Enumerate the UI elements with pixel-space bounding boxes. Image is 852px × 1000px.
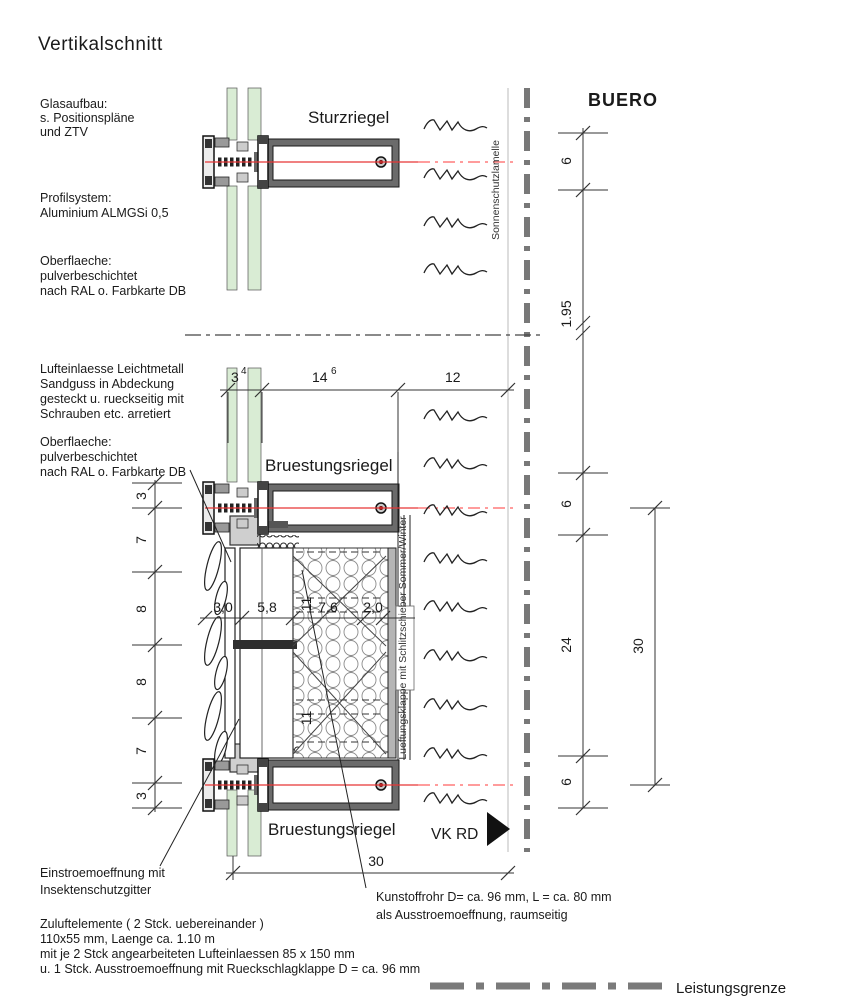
louver-mount-plate [225,548,235,758]
dim-sup: 6 [331,366,337,377]
note-line: als Ausstroemoeffnung, raumseitig [376,908,568,922]
glass-pane [227,186,237,290]
dim-label: 12 [445,369,461,385]
note-line: Lufteinlaesse Leichtmetall [40,362,184,376]
element-divider [233,640,297,649]
note-line: u. 1 Stck. Ausstroemoeffnung mit Rueckschlagklappe D = ca. 96 mm [40,962,421,976]
label-lueftungsklappe: Lueftungsklappe mit Schlitzschieber Sommer/Winter [397,516,409,760]
label-sturzriegel: Sturzriegel [308,108,390,127]
dim-label: 30 [368,853,384,869]
label-leistungsgrenze: Leistungsgrenze [676,980,787,997]
note-line: nach RAL o. Farbkarte DB [40,465,187,479]
note-line: Oberflaeche: [40,254,112,268]
glass-pane [227,88,237,140]
label-sonnenschutzlamelle: Sonnenschutzlamelle [490,140,502,240]
dim-label: 5,8 [257,599,277,615]
note-glasaufbau [40,97,135,139]
glass-pane [248,368,261,482]
dim-label: 3,0 [213,599,233,615]
dim-label: 24 [558,637,574,653]
vk-rd-arrow-icon [487,812,510,846]
note-line: Sandguss in Abdeckung [40,377,175,391]
note-line: und ZTV [40,125,88,139]
note-line: pulverbeschichtet [40,450,138,464]
dim-label: 7,6 [318,599,338,615]
note-line: Schrauben etc. arretiert [40,407,171,421]
note-profilsystem [40,191,169,220]
dim-label: 6 [558,778,574,786]
label-bruestungsriegel-bottom: Bruestungsriegel [268,820,396,839]
note-line: Oberflaeche: [40,435,112,449]
note-line: pulverbeschichtet [40,269,138,283]
dim-top-horizontal [220,383,515,452]
note-line: Zuluftelemente ( 2 Stck. uebereinander ) [40,917,264,931]
note-kunstoffrohr [376,890,612,922]
glass-pane [248,88,261,140]
coil-seal-upper [257,535,299,548]
dim-sup: 4 [241,366,247,377]
note-line: Aluminium ALMGSi 0,5 [40,206,169,220]
note-line: mit je 2 Stck angearbeiteten Lufteinlaessen 85 x 150 mm [40,947,355,961]
label-vk-rd: VK RD [431,826,479,843]
break-squiggles [424,120,487,804]
dim-insulation-thickness: 11 [298,596,314,612]
dim-label: 6 [558,157,574,165]
note-line: Profilsystem: [40,191,112,205]
dim-label: 2,0 [363,599,383,615]
dim-label: 7 [133,536,149,544]
dim-insulation-thickness: 11 [298,710,314,726]
note-einstroem [40,866,165,897]
note-line: s. Positionspläne [40,111,135,125]
dim-left-vertical [132,476,182,815]
glass-pane [248,186,261,290]
dim-label: 3 [133,792,149,800]
dim-label: 6 [558,500,574,508]
note-line: Kunstoffrohr D= ca. 96 mm, L = ca. 80 mm [376,890,612,904]
dim-label: 1.95 [558,300,574,328]
dim-label: 30 [630,638,646,654]
note-line: gesteckt u. rueckseitig mit [40,392,184,406]
air-chamber [240,548,293,758]
dim-label: 7 [133,747,149,755]
label-buero: BUERO [588,90,659,110]
dim-label: 8 [133,605,149,613]
dim-label: 3 [133,492,149,500]
note-line: nach RAL o. Farbkarte DB [40,284,187,298]
note-line: Einstroemoeffnung mit [40,866,165,880]
note-line: Glasaufbau: [40,97,108,111]
note-lufteinlaesse [40,362,184,421]
insulation [293,548,388,758]
dim-right-vertical [558,126,608,815]
room-side-plate [388,548,396,758]
note-oberflaeche-oben [40,254,186,298]
dim-label: 8 [133,678,149,686]
page-title: Vertikalschnitt [38,34,163,55]
note-line: Insektenschutzgitter [40,883,152,897]
dim-label: 14 [312,369,328,385]
note-line: 110x55 mm, Laenge ca. 1.10 m [40,932,215,946]
label-bruestungsriegel-top: Bruestungsriegel [265,456,393,475]
note-zuluft [40,917,420,976]
dim-label: 3 [231,369,239,385]
note-oberflaeche-unten [40,435,186,479]
